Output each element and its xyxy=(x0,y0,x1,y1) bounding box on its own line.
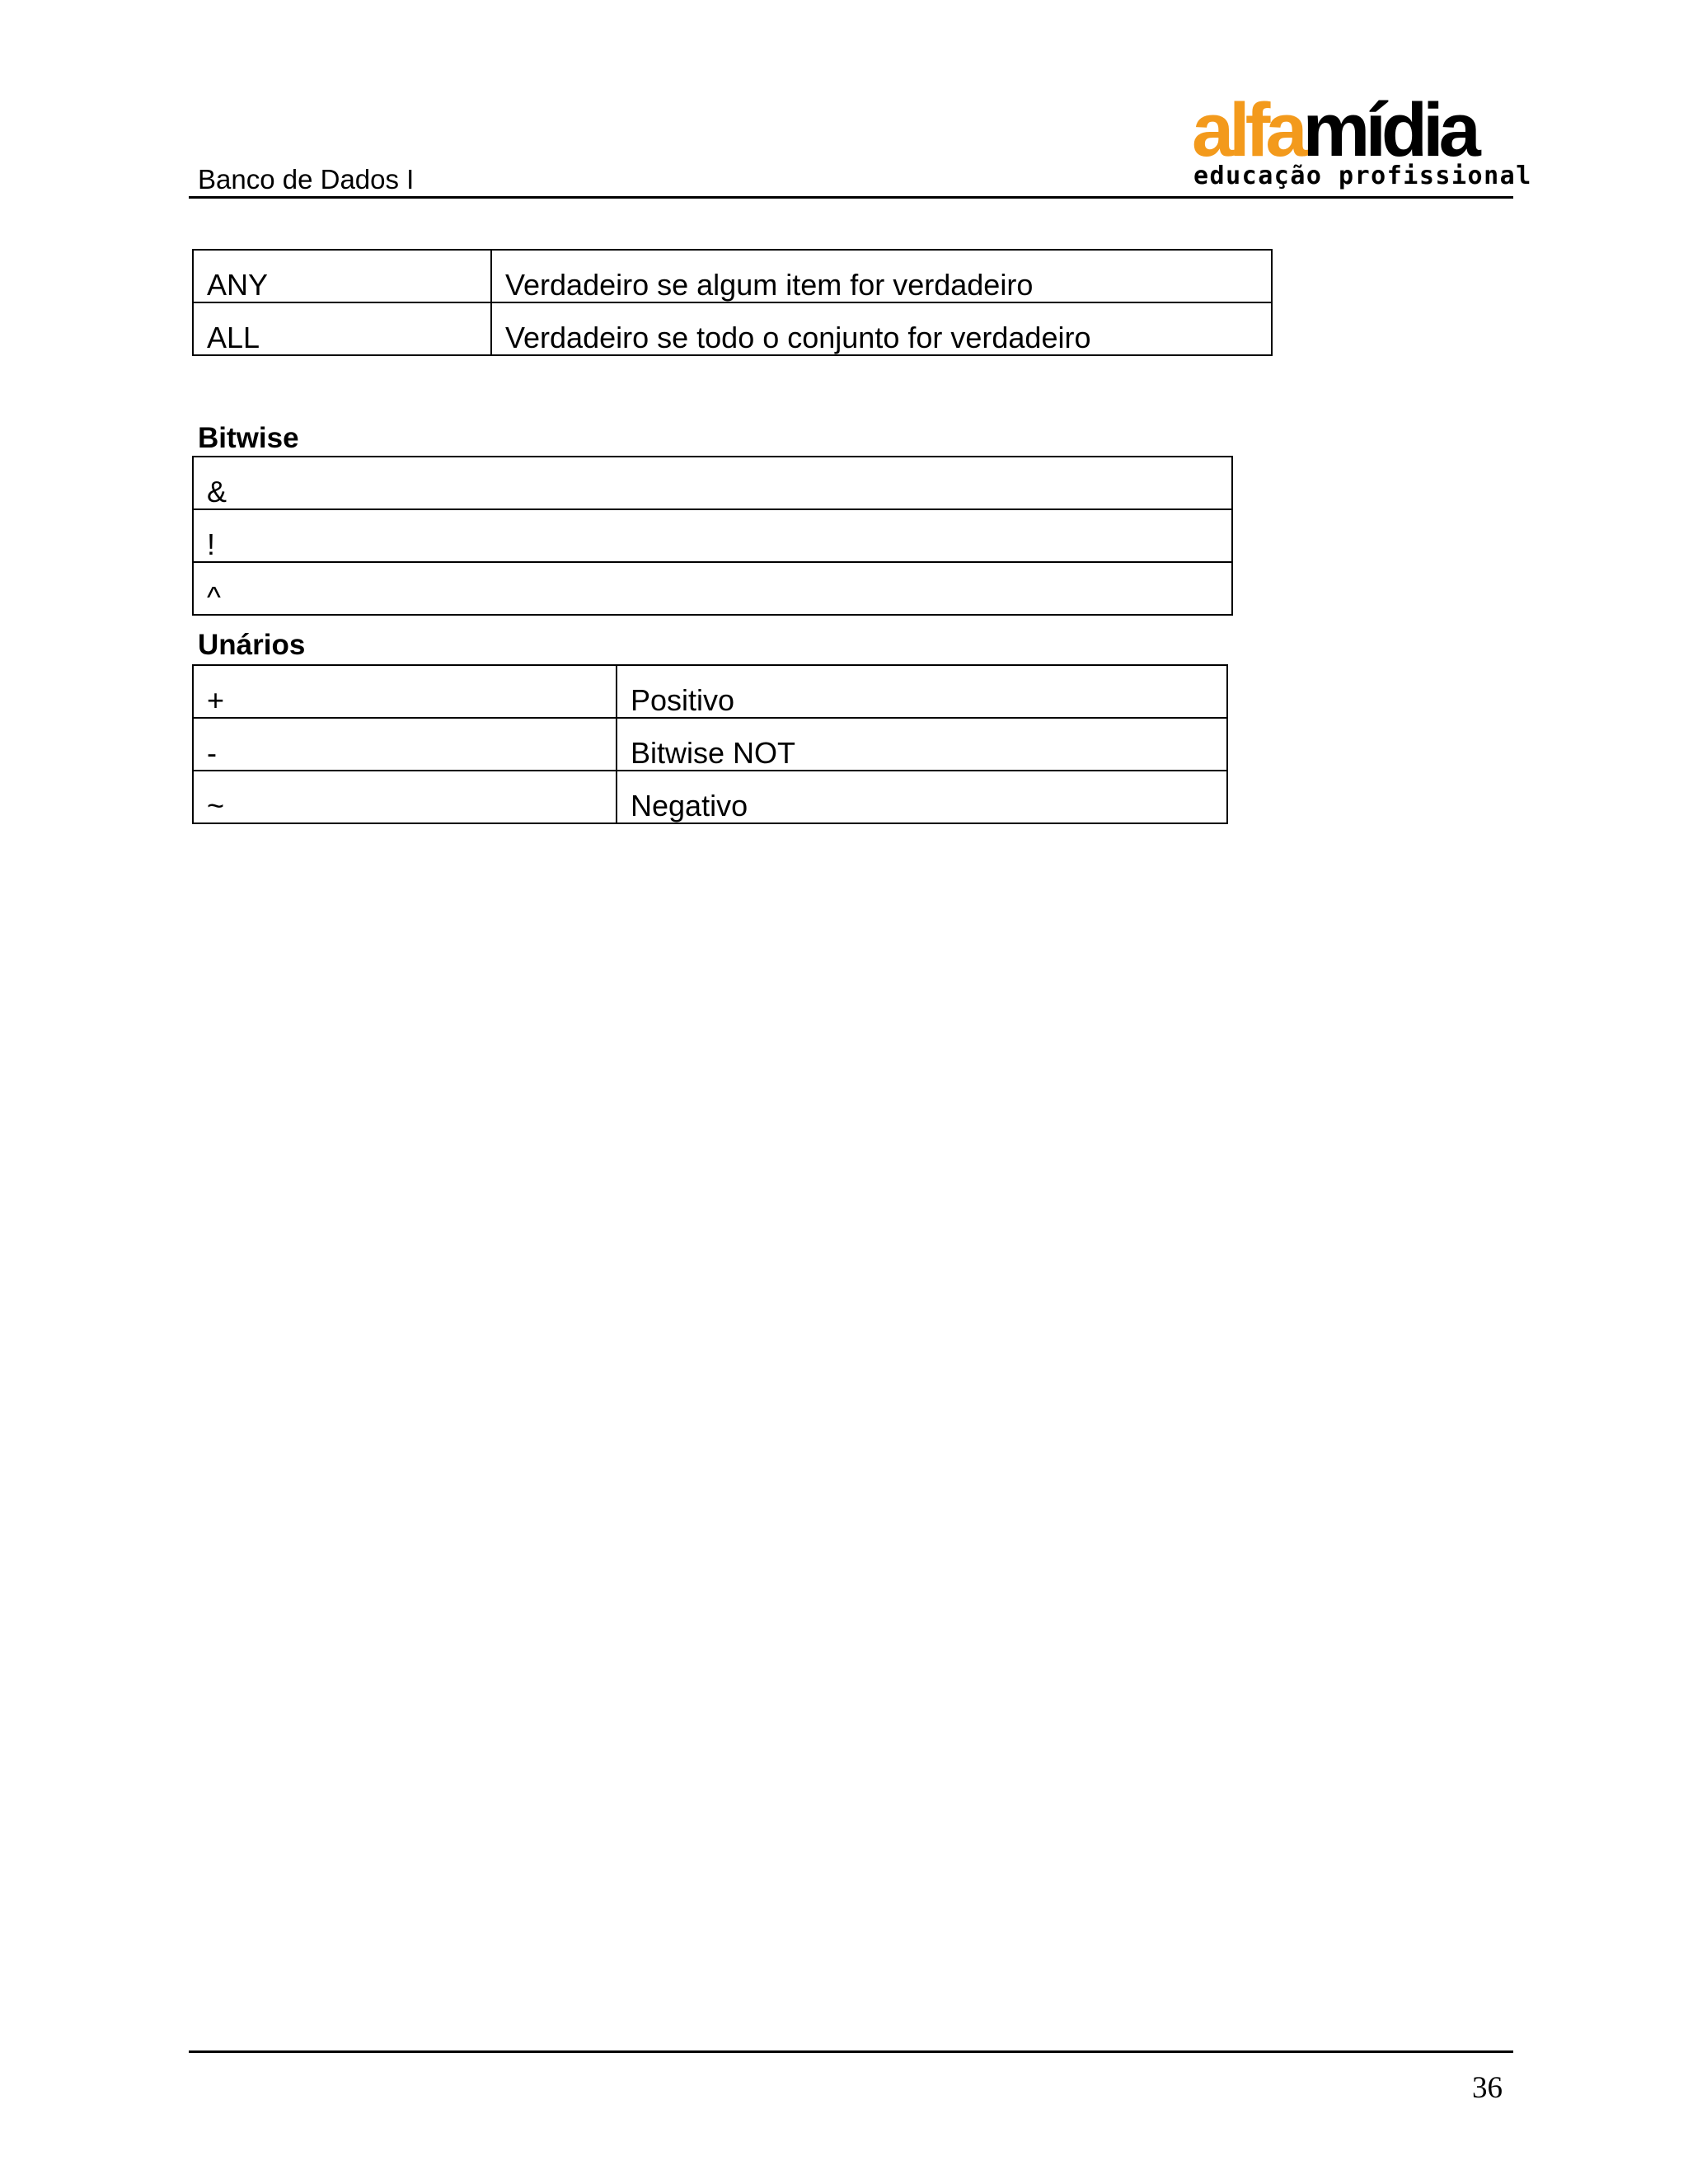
logo-wordmark-midia: mídia xyxy=(1302,88,1476,172)
operator-cell: ^ xyxy=(193,562,1232,615)
document-header-title: Banco de Dados I xyxy=(198,164,415,194)
logo-wordmark xyxy=(1192,88,1476,172)
logo-tagline: educação profissional xyxy=(1193,162,1532,190)
operator-cell: ! xyxy=(193,509,1232,562)
logical-operators-table xyxy=(192,249,1273,356)
footer-divider xyxy=(189,2050,1513,2053)
alfamidia-logo xyxy=(1192,88,1532,190)
table-row xyxy=(193,771,1227,823)
unary-heading: Unários xyxy=(198,629,306,661)
operator-cell: + xyxy=(193,665,617,718)
description-cell: Verdadeiro se todo o conjunto for verdadeiro xyxy=(491,302,1272,355)
description-cell: Positivo xyxy=(617,665,1227,718)
unary-operators-table xyxy=(192,664,1228,824)
table-row xyxy=(193,562,1232,615)
header-divider xyxy=(189,196,1513,199)
operator-cell: ~ xyxy=(193,771,617,823)
page-number: 36 xyxy=(1472,2071,1503,2105)
operator-cell: - xyxy=(193,718,617,771)
operator-cell: ALL xyxy=(193,302,491,355)
table-row xyxy=(193,457,1232,509)
description-cell: Verdadeiro se algum item for verdadeiro xyxy=(491,250,1272,302)
table-row xyxy=(193,302,1272,355)
table-row xyxy=(193,665,1227,718)
operator-cell: & xyxy=(193,457,1232,509)
description-cell: Negativo xyxy=(617,771,1227,823)
table-row xyxy=(193,250,1272,302)
table-row xyxy=(193,509,1232,562)
description-cell: Bitwise NOT xyxy=(617,718,1227,771)
table-row xyxy=(193,718,1227,771)
bitwise-heading: Bitwise xyxy=(198,422,299,454)
bitwise-operators-table xyxy=(192,456,1233,616)
logo-wordmark-alfa: alfa xyxy=(1192,88,1303,172)
operator-cell: ANY xyxy=(193,250,491,302)
